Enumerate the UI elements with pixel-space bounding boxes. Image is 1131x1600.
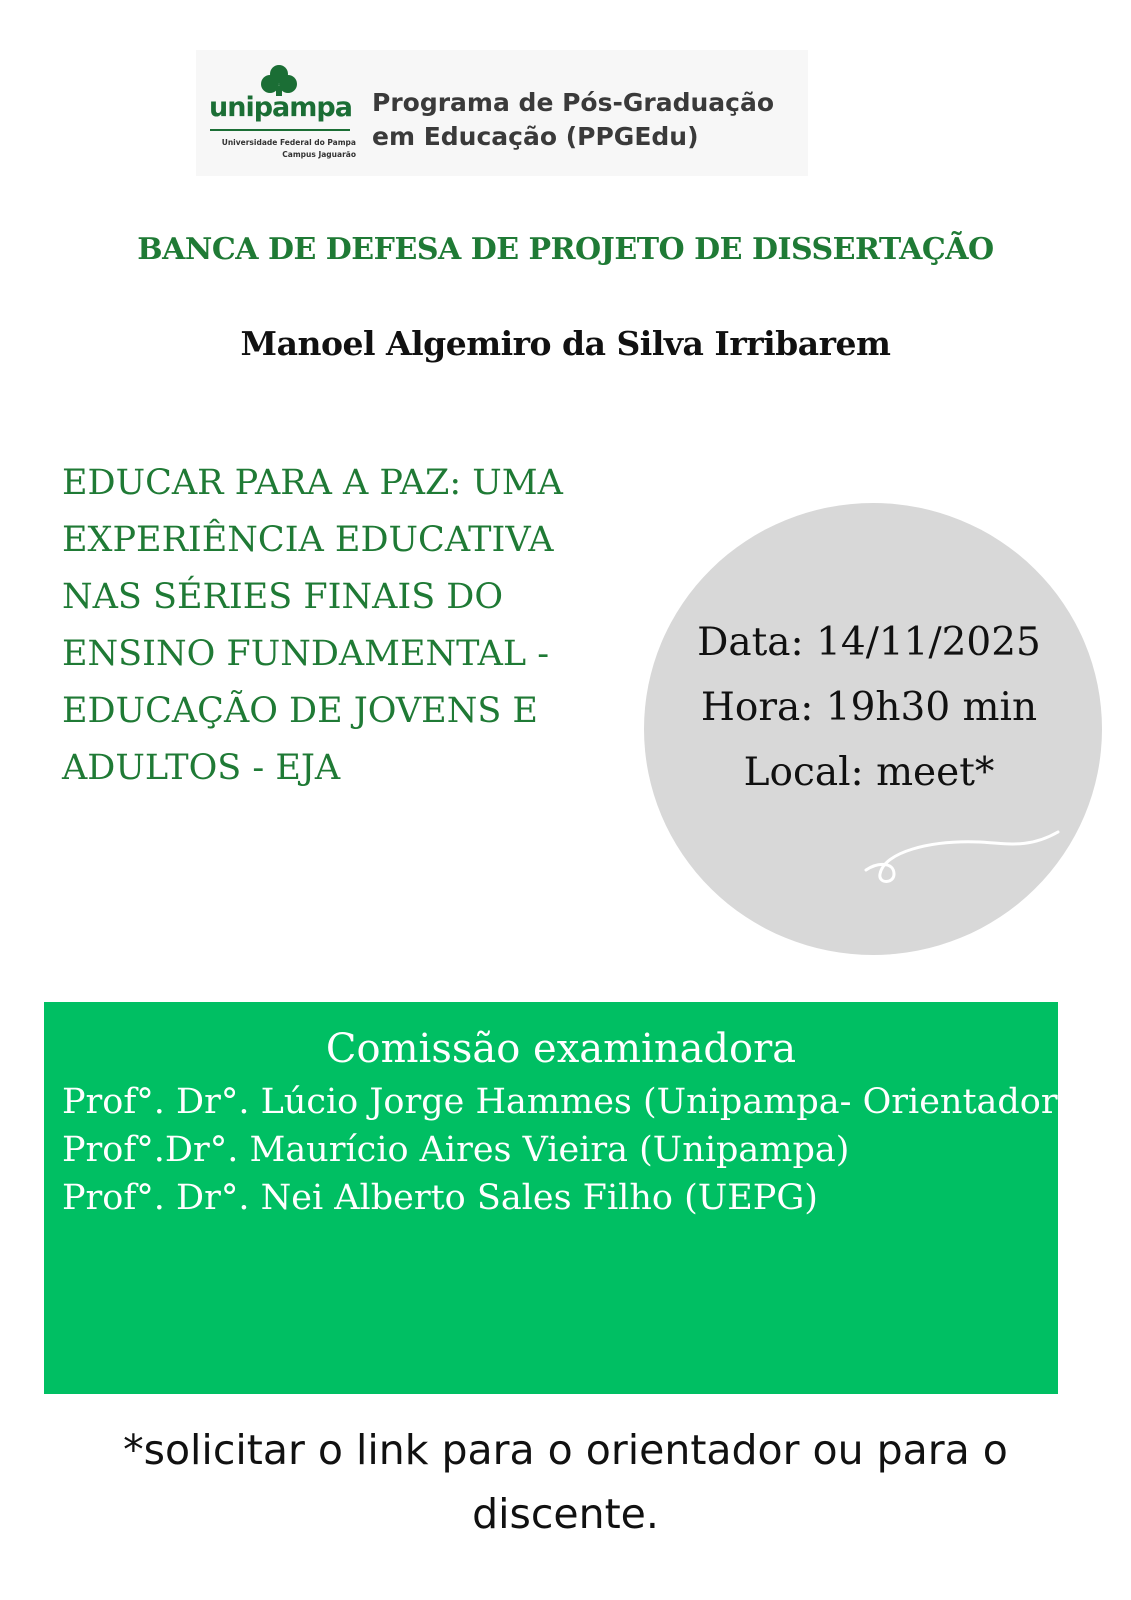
logo-campus-name: Campus Jaguarão bbox=[282, 150, 356, 159]
program-line: Programa de Pós-Graduação bbox=[372, 88, 775, 117]
logo-university-name: Universidade Federal do Pampa bbox=[221, 138, 356, 147]
footnote bbox=[0, 1418, 1131, 1546]
candidate-name: Manoel Algemiro da Silva Irribarem bbox=[240, 324, 891, 363]
title-line: NAS SÉRIES FINAIS DO bbox=[62, 577, 504, 617]
committee-members bbox=[62, 1078, 1072, 1222]
program-name bbox=[372, 86, 802, 154]
program-line: em Educação (PPGEdu) bbox=[372, 122, 699, 151]
event-heading: BANCA DE DEFESA DE PROJETO DE DISSERTAÇÃO bbox=[137, 232, 994, 267]
header-banner bbox=[196, 50, 808, 176]
logo-wordmark: unipampa bbox=[209, 92, 352, 123]
committee-title: Comissão examinadora bbox=[325, 1026, 797, 1072]
event-info bbox=[644, 610, 1094, 805]
footnote-line: discente. bbox=[472, 1490, 659, 1538]
committee-member: Prof°.Dr°. Maurício Aires Vieira (Unipampa) bbox=[62, 1130, 850, 1170]
event-time: Hora: 19h30 min bbox=[700, 685, 1038, 730]
title-line: EXPERIÊNCIA EDUCATIVA bbox=[62, 520, 554, 560]
title-line: ADULTOS - EJA bbox=[62, 748, 341, 788]
event-location: Local: meet* bbox=[743, 750, 995, 795]
footnote-line: *solicitar o link para o orientador ou para o bbox=[123, 1426, 1008, 1474]
committee-member: Prof°. Dr°. Nei Alberto Sales Filho (UEPG) bbox=[62, 1178, 818, 1218]
title-line: ENSINO FUNDAMENTAL - bbox=[62, 634, 550, 674]
title-line: EDUCAR PARA A PAZ: UMA bbox=[62, 463, 563, 503]
logo-underline bbox=[210, 129, 350, 131]
title-line: EDUCAÇÃO DE JOVENS E bbox=[62, 691, 538, 731]
event-date: Data: 14/11/2025 bbox=[697, 620, 1041, 665]
decorative-squiggle-icon bbox=[860, 822, 1065, 894]
dissertation-title bbox=[62, 455, 622, 797]
committee-member: Prof°. Dr°. Lúcio Jorge Hammes (Unipampa- Orientador) bbox=[62, 1082, 1072, 1122]
committee-panel bbox=[44, 1002, 1072, 1394]
